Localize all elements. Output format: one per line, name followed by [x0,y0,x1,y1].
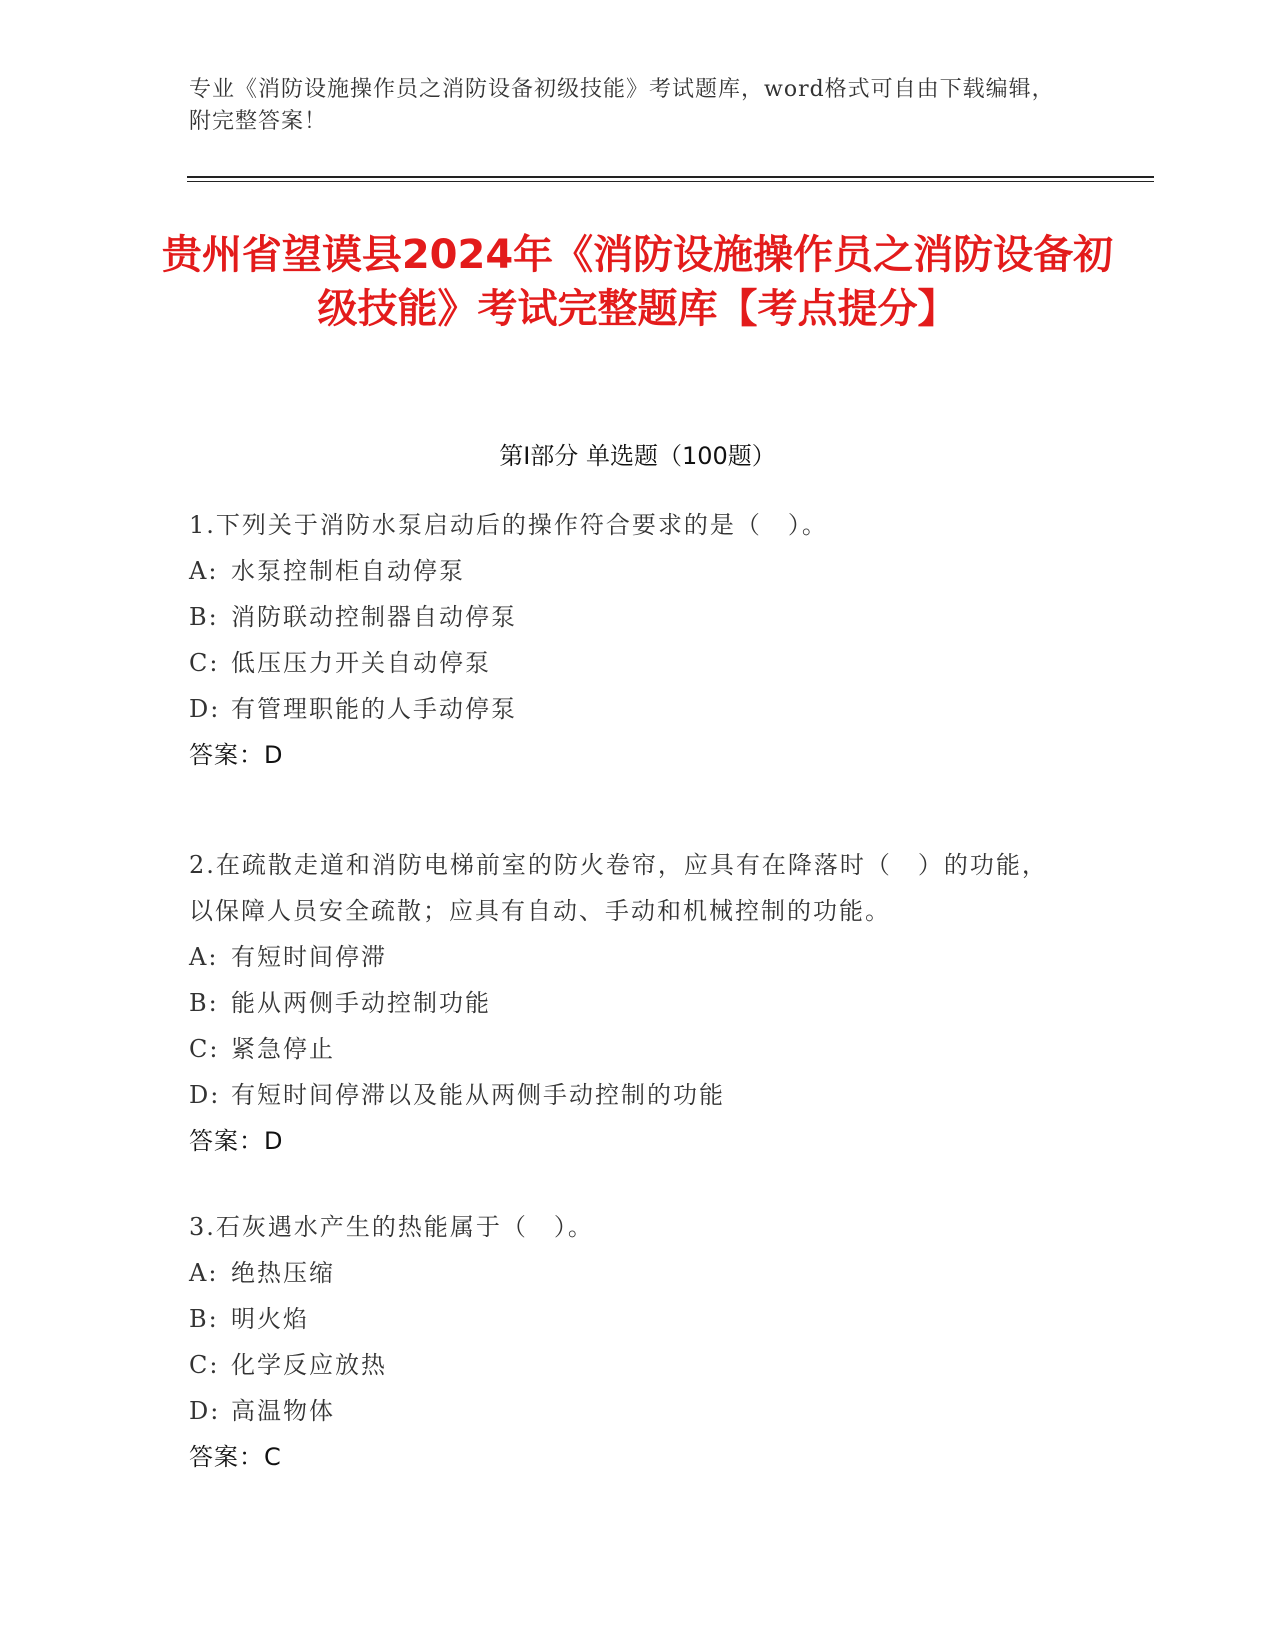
option-c [189,1026,1069,1072]
option-text: 有短时间停滞以及能从两侧手动控制的功能 [231,1081,725,1109]
option-letter: A: [189,557,219,585]
option-a [189,1250,1069,1296]
option-b [189,1296,1069,1342]
option-b [189,594,1069,640]
answer: 答案：D [189,741,284,769]
option-letter: B: [189,989,219,1017]
option-c [189,1342,1069,1388]
option-text: 低压压力开关自动停泵 [231,649,491,677]
document-title: 贵州省望谟县2024年《消防设施操作员之消防设备初级技能》考试完整题库【考点提分】 [161,232,1114,332]
question-stem: 2.在疏散走道和消防电梯前室的防火卷帘，应具有在降落时（ ）的功能，以保障人员安全疏散；应具有自动、手动和机械控制的功能。 [189,851,1048,925]
option-letter: C: [189,1035,220,1063]
question-1 [189,502,1069,778]
option-a [189,548,1069,594]
option-text: 有短时间停滞 [231,943,387,971]
option-letter: C: [189,649,220,677]
answer: 答案：D [189,1127,284,1155]
option-letter: C: [189,1351,220,1379]
option-text: 能从两侧手动控制功能 [231,989,491,1017]
option-a [189,934,1069,980]
option-d [189,686,1069,732]
question-2 [189,842,1069,1164]
question-stem: 3.石灰遇水产生的热能属于（ ）。 [189,1213,594,1241]
header-divider-thick [187,176,1154,178]
header-note: 专业《消防设施操作员之消防设备初级技能》考试题库，word格式可自由下载编辑，附完整答案！ [189,77,1055,134]
option-text: 明火焰 [231,1305,309,1333]
question-stem: 1.下列关于消防水泵启动后的操作符合要求的是（ ）。 [189,511,828,539]
option-letter: B: [189,603,219,631]
header-divider-thin [187,181,1154,182]
option-d [189,1388,1069,1434]
option-text: 消防联动控制器自动停泵 [231,603,517,631]
option-text: 高温物体 [231,1397,335,1425]
option-b [189,980,1069,1026]
option-letter: D: [189,1081,221,1109]
answer: 答案：C [189,1443,282,1471]
option-text: 绝热压缩 [231,1259,335,1287]
option-letter: A: [189,943,219,971]
section-title: 第I部分 单选题（100题） [499,442,776,470]
option-text: 紧急停止 [231,1035,335,1063]
option-text: 有管理职能的人手动停泵 [231,695,517,723]
option-text: 水泵控制柜自动停泵 [231,557,465,585]
option-letter: A: [189,1259,219,1287]
option-letter: D: [189,1397,221,1425]
option-letter: D: [189,695,221,723]
option-letter: B: [189,1305,219,1333]
question-3 [189,1204,1069,1480]
option-text: 化学反应放热 [231,1351,387,1379]
option-c [189,640,1069,686]
option-d [189,1072,1069,1118]
